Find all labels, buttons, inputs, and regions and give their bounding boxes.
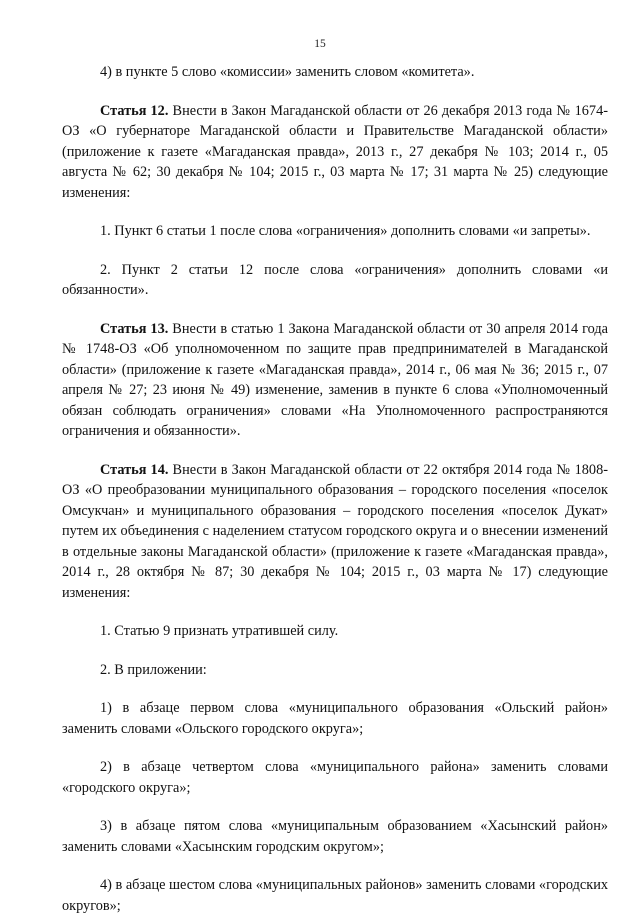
article-13 <box>62 319 608 442</box>
article-14 <box>62 460 608 604</box>
article-14-subitem-4: 4) в абзаце шестом слова «муниципальных районов» заменить словами «городских округов»; <box>62 877 608 914</box>
article-14-subitem-1: 1) в абзаце первом слова «муниципального образования «Ольский район» заменить словами «Ольского городского округа»; <box>62 700 608 737</box>
article-12 <box>62 101 608 204</box>
article-14-item-1: 1. Статью 9 признать утратившей силу. <box>100 623 339 639</box>
page-number: 15 <box>314 38 326 50</box>
document-body <box>62 62 608 916</box>
article-14-subitem-2: 2) в абзаце четвертом слова «муниципального района» заменить словами «городского округа»; <box>62 759 608 796</box>
article-14-text: Внести в Закон Магаданской области от 22 октября 2014 года № 1808-ОЗ «О преобразовании муниципального образования – городского поселения «поселок Омсукчан» и муниципального образования – городского поселения «поселок Дукат» путем их объединения с наделением статусом городского округа и о внесении изменений в отдельные законы Магаданской области» (приложение к газете «Магаданская правда», 2014 г., 28 октября № 87; 30 декабря № 104; 2015 г., 03 марта № 17) следующие изменения: <box>62 461 608 601</box>
paragraph-item-4: 4) в пункте 5 слово «комиссии» заменить словом «комитета». <box>100 64 475 80</box>
article-13-label: Статья 13. <box>100 320 169 337</box>
article-12-label: Статья 12. <box>100 102 169 119</box>
article-14-label: Статья 14. <box>100 461 169 478</box>
article-12-text: Внести в Закон Магаданской области от 26 декабря 2013 года № 1674-ОЗ «О губернаторе Магаданской области и Правительстве Магаданской области» (приложение к газете «Магаданская правда», 2013 г., 27 декабря № 103; 2014 г., 05 августа № 62; 30 декабря № 104; 2015 г., 03 марта № 17; 31 марта № 25) следующие изменения: <box>62 102 608 201</box>
article-13-text: Внести в статью 1 Закона Магаданской области от 30 апреля 2014 года № 1748-ОЗ «Об уполномоченном по защите прав предпринимателей в Магаданской области» (приложение к газете «Магаданская правда», 2014 г., 06 мая № 36; 2015 г., 07 апреля № 27; 23 июня № 49) изменение, заменив в пункте 6 слова «Уполномоченный обязан соблюдать ограничения» словами «На Уполномоченного распространяются ограничения и обязанности». <box>62 320 608 439</box>
article-14-subitem-3: 3) в абзаце пятом слова «муниципальным образованием «Хасынский район» заменить словами «Хасынским городским округом»; <box>62 818 608 855</box>
article-12-item-1: 1. Пункт 6 статьи 1 после слова «ограничения» дополнить словами «и запреты». <box>100 223 591 239</box>
article-12-item-2: 2. Пункт 2 статьи 12 после слова «ограничения» дополнить словами «и обязанности». <box>62 261 608 298</box>
article-14-item-2: 2. В приложении: <box>100 661 207 678</box>
